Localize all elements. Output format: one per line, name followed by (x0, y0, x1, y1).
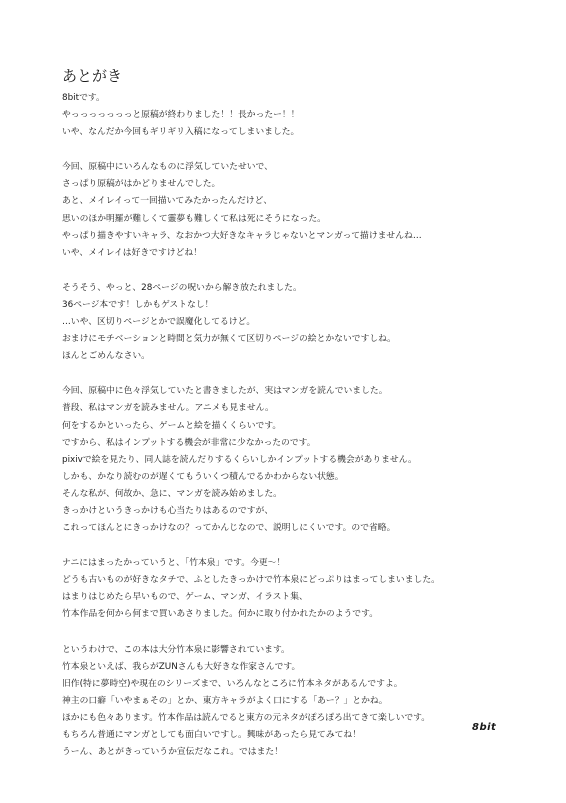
text-line: 何をするかといったら、ゲームと絵を描くくらいです。 (62, 420, 282, 431)
text-line: ですから、私はインプットする機会が非常に少なかったのです。 (62, 437, 316, 448)
page-title: あとがき (62, 67, 123, 85)
text-line: これってほんとにきっかけなの？ってかんじなので、説明しにくいです。ので省略。 (62, 523, 396, 534)
text-line: しかも、かなり読むのが遅くてもういくつ積んでるかわからない状態。 (62, 471, 344, 482)
text-line: ほんとごめんなさい。 (62, 351, 150, 362)
text-line: 思いのほか明羅が難しくて靈夢も難しくて私は死にそうになった。 (62, 213, 326, 224)
text-line: 旧作(特に夢時空)や現在のシリーズまで、いろんなところに竹本ネタがあるんですよ。 (62, 678, 403, 689)
text-line: 神主の口癖「いやまぁその」とか、東方キャラがよく口にする「あー？」とかね。 (62, 695, 388, 706)
paragraph (62, 383, 532, 537)
text-line: pixivで絵を見たり、同人誌を読んだりするくらいしかインプットする機会がありません。 (62, 454, 417, 465)
text-line: …いや、区切りページとかで誤魔化してるけど。 (62, 317, 256, 328)
text-line: 8bitです。 (62, 93, 105, 103)
text-line: うーん、あとがきっていうか宣伝だなこれ。ではまた！ (62, 747, 283, 758)
text-line: さっぱり原稿がはかどりませんでした。 (62, 179, 221, 190)
text-line: 今回、原稿中にいろんなものに浮気していたせいで、 (62, 162, 273, 173)
afterword-body (62, 90, 532, 779)
paragraph (62, 159, 532, 262)
text-line: 竹本作品を何から何まで買いあさりました。何かに取り付かれたかのようです。 (62, 609, 378, 620)
text-line: きっかけというきっかけも心当たりはあるのですが、 (62, 505, 274, 516)
text-line: 普段、私はマンガを読みません。アニメも見ません。 (62, 403, 274, 414)
text-line: やっぱり描きやすいキャラ、なおかつ大好きなキャラじゃないとマンガって描けませんね… (62, 230, 422, 241)
text-line: というわけで、この本は大分竹本泉に影響されています。 (62, 644, 290, 655)
paragraph (62, 555, 532, 623)
text-line: ナニにはまったかっていうと、「竹本泉」です。今更～！ (62, 558, 286, 569)
paragraph (62, 280, 532, 365)
text-line: いや、メイレイは好きですけどね！ (62, 247, 202, 258)
paragraph (62, 642, 532, 762)
text-line: やっっっっっっっと原稿が終わりました！！長かったー！！ (62, 110, 300, 121)
text-line: どうも古いものが好きなタチで、ふとしたきっかけで竹本泉にどっぷりはまってしまいました。 (62, 575, 440, 586)
text-line: おまけにモチベーションと時間と気力が無くて区切りページの絵とかないですしね。 (62, 334, 396, 345)
text-line: 36ページ本です！しかもゲストなし！ (62, 299, 214, 310)
author-signature: 8bit (472, 722, 497, 733)
text-line: そうそう、やっと、28ページの呪いから解き放たれました。 (62, 282, 302, 293)
text-line: 竹本泉といえば、我らがZUNさんも大好きな作家さんです。 (62, 661, 301, 672)
text-line: いや、なんだか今回もギリギリ入稿になってしまいました。 (62, 127, 300, 138)
text-line: ほかにも色々あります。竹本作品は読んでると東方の元ネタがぽろぽろ出てきて楽しいです。 (62, 712, 431, 723)
text-line: 今回、原稿中に色々浮気していたと書きましたが、実はマンガを読んでいました。 (62, 386, 388, 397)
text-line: そんな私が、何故か、急に、マンガを読み始めました。 (62, 488, 282, 499)
text-line: あと、メイレイって一回描いてみたかったんだけど、 (62, 196, 273, 207)
paragraph (62, 90, 532, 141)
text-line: はまりはじめたら早いもので、ゲーム、マンガ、イラスト集、 (62, 592, 308, 603)
text-line: もちろん普通にマンガとしても面白いですし。興味があったら見てみてね！ (62, 730, 362, 740)
